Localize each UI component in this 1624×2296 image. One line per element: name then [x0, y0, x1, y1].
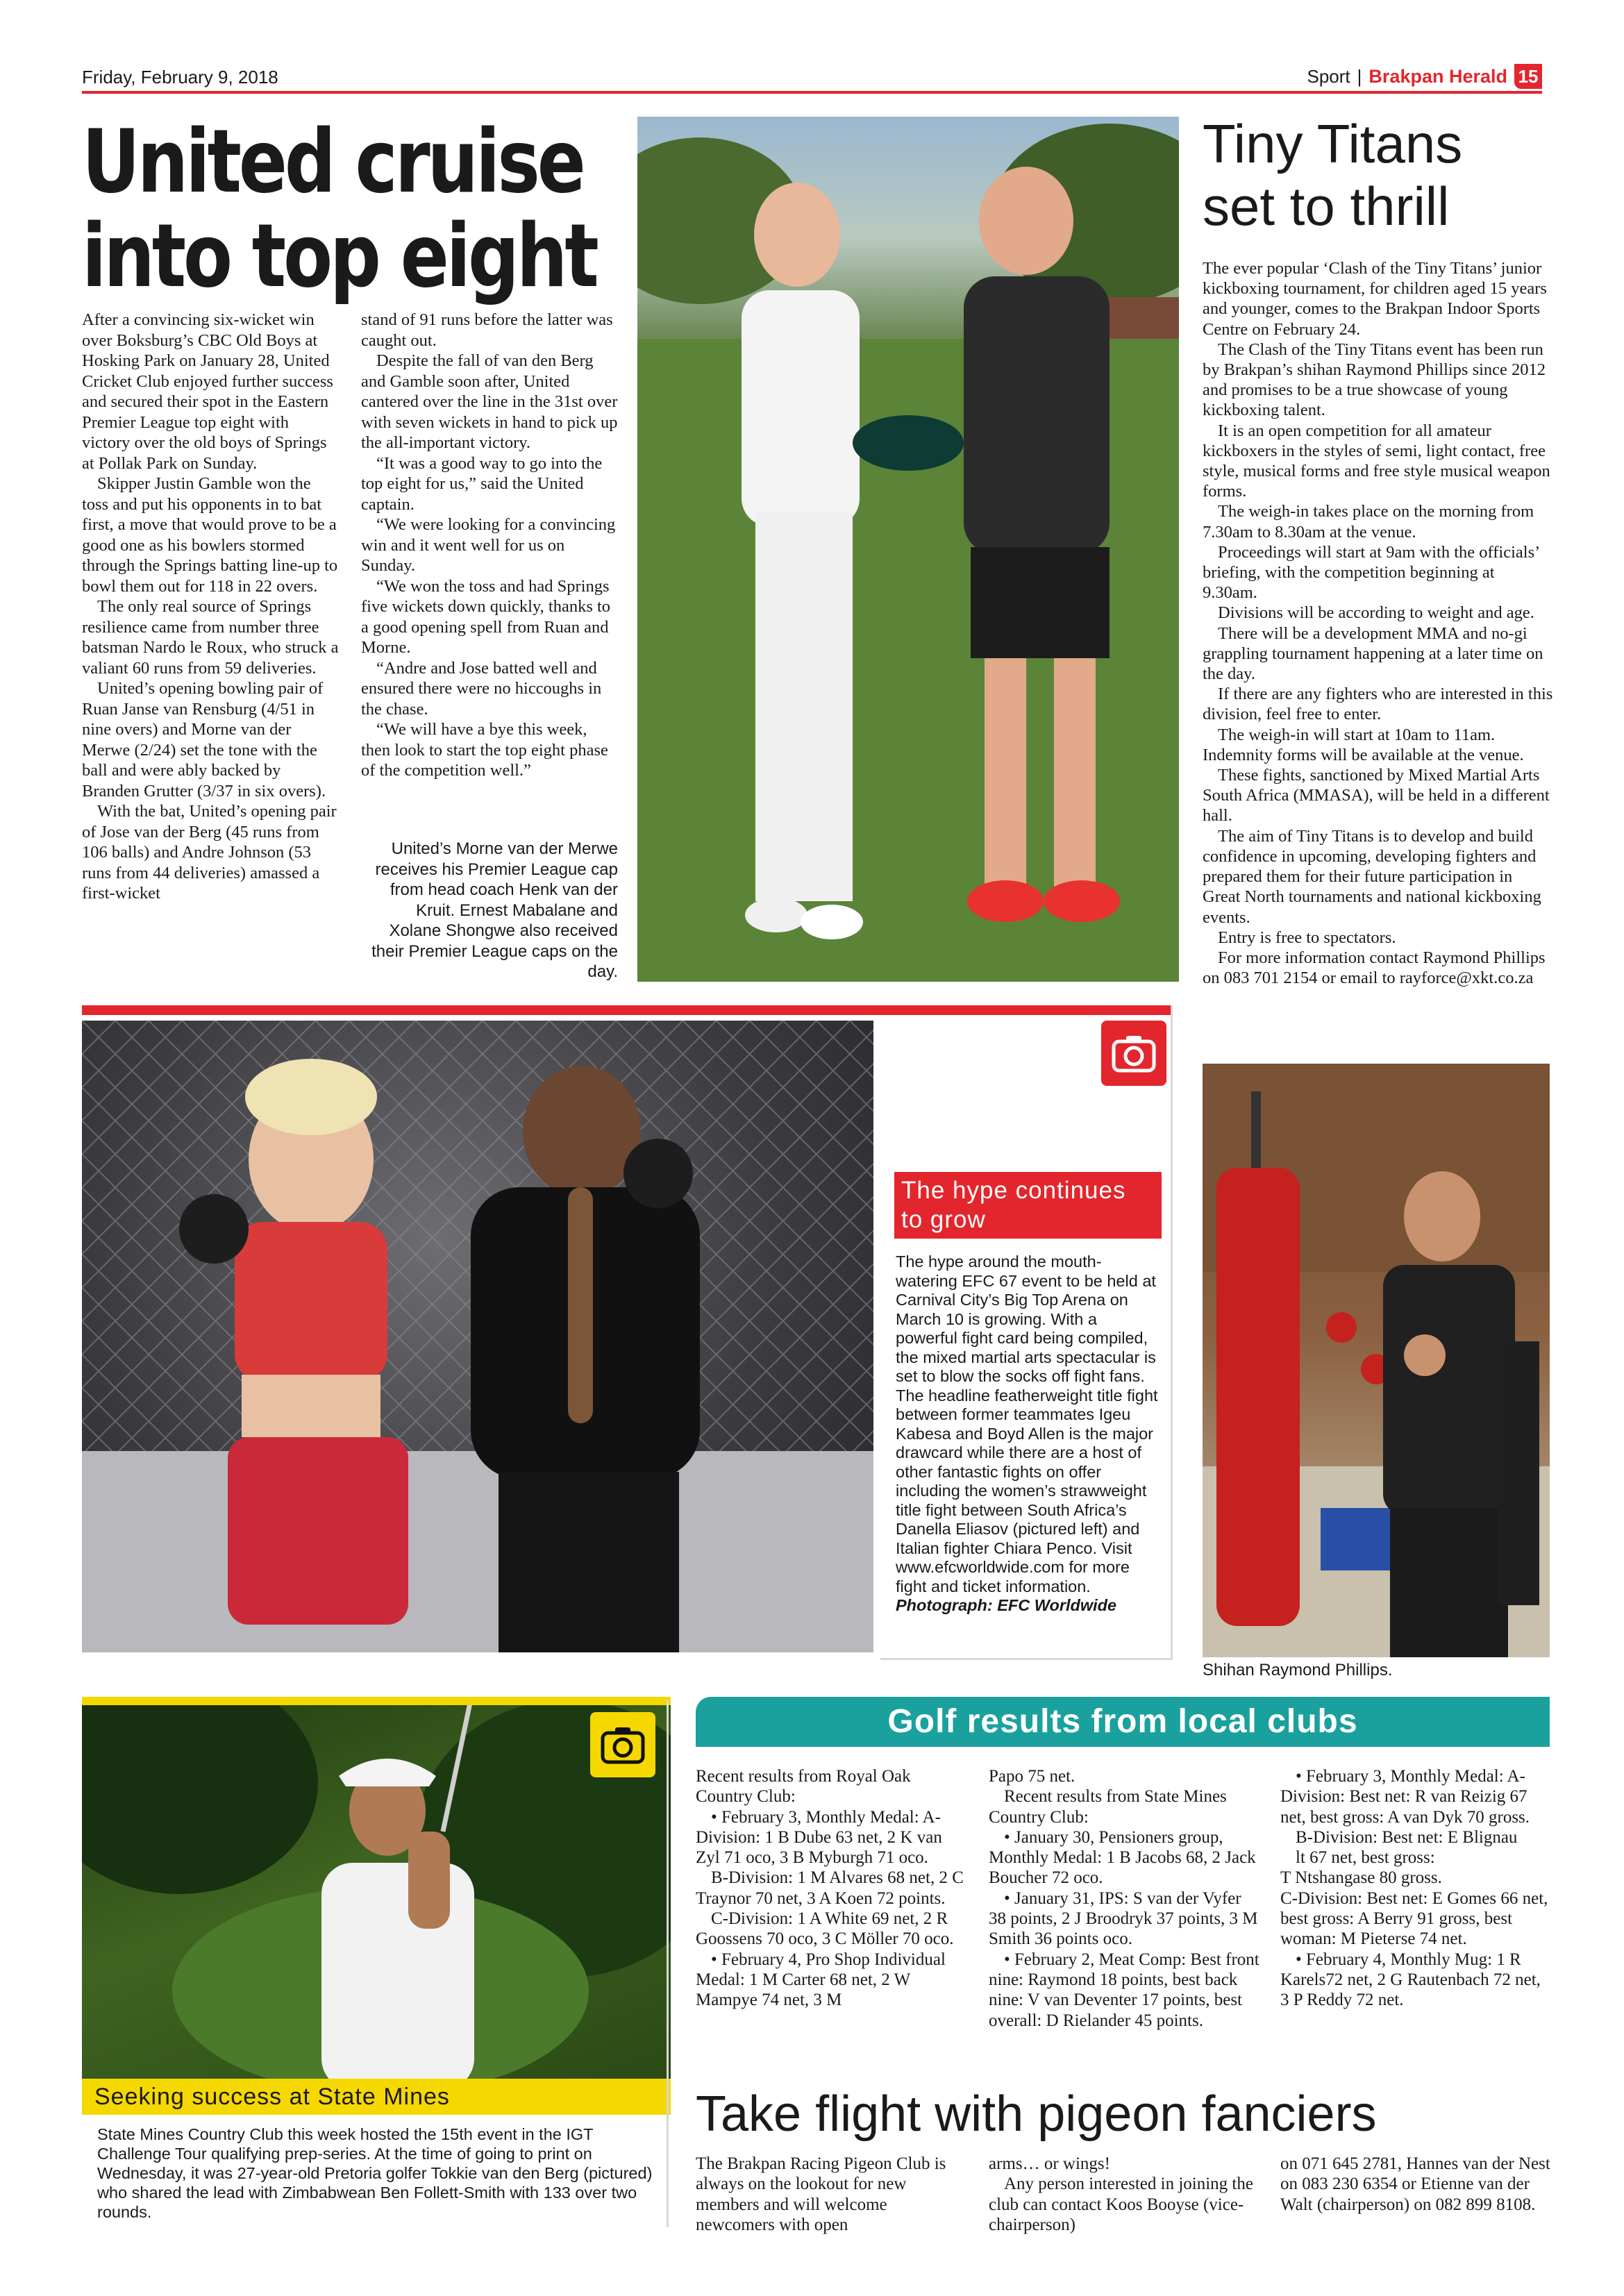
masthead-right: [1307, 64, 1543, 89]
paragraph: The only real source of Springs resilience came from number three batsman Nardo le Roux, who struck a valiant 60 runs from 59 deliveries.: [82, 597, 339, 678]
paragraph: The Brakpan Racing Pigeon Club is always on the lookout for new members and will welcome newcomers with open: [696, 2154, 946, 2234]
paragraph: • January 30, Pensioners group, Monthly Medal: 1 B Jacobs 68, 2 Jack Boucher 72 oco.: [989, 1827, 1256, 1888]
section-name: Sport: [1307, 65, 1350, 87]
paragraph: stand of 91 runs before the latter was caught out.: [361, 310, 613, 350]
paragraph: on 071 645 2781, Hannes van der Nest on 083 230 6354 or Etienne van der Walt (chairperson) on 082 899 8108.: [1280, 2154, 1550, 2214]
separator: |: [1357, 65, 1362, 87]
photo-credit: Photograph: EFC Worldwide: [896, 1596, 1117, 1614]
camera-icon: [1101, 1021, 1166, 1086]
cricket-photo: [637, 117, 1179, 982]
paragraph: The weigh-in will start at 10am to 11am. Indemnity forms will be available at the venue.: [1203, 725, 1524, 764]
paragraph: • February 3, Monthly Medal: A-Division: Best net: R van Reizig 67 net, best gross: A van Dyk 70 gross.: [1280, 1767, 1530, 1827]
paragraph: “It was a good way to go into the top eight for us,” said the United captain.: [361, 453, 603, 514]
cricket-photo-caption: United’s Morne van der Merwe receives his Premier League cap from head coach Henk van der Kruit. Ernest Mabalane and Xolane Shongwe also received their Premier League caps on the day.: [371, 839, 618, 981]
paragraph: There will be a development MMA and no-gi grappling tournament happening at a later time on the day.: [1203, 623, 1543, 684]
paragraph: With the bat, United’s opening pair of Jose van der Berg (45 runs from 106 balls) and Andre Johnson (53 runs from 44 deliveries) amassed a first-wicket: [82, 802, 337, 903]
paragraph: arms… or wings!: [989, 2154, 1110, 2173]
cricket-headline: United cruise into top eight: [82, 110, 596, 307]
brand-name: Brakpan Herald: [1368, 65, 1507, 87]
paragraph: • January 31, IPS: S van der Vyfer 38 points, 2 J Broodryk 37 points, 3 M Smith 36 points oco.: [989, 1888, 1258, 1949]
paragraph: C-Division: 1 A White 69 net, 2 R Goossens 70 oco, 3 C Möller 70 oco.: [696, 1909, 954, 1949]
golf-results-banner: Golf results from local clubs: [696, 1697, 1550, 1747]
paragraph: Despite the fall of van den Berg and Gamble soon after, United cantered over the line in the 31st over with seven wickets in hand to pick up the all-important victory.: [361, 351, 618, 452]
golf-photo-text: State Mines Country Club this week hosted the 15th event in the IGT Challenge Tour qualifying prep-series. At the time of going to print on Wednesday, it was 27-year-old Pretoria golfer Tokkie van den Berg (pictured) who shared the lead with Zimbabwean Ben Follett-Smith with 133 over two rounds.: [97, 2125, 653, 2221]
paragraph: For more information contact Raymond Phillips on 083 701 2154 or email to rayforce@xkt.co.za: [1203, 948, 1546, 988]
golf-photo: [82, 1700, 671, 2090]
page-number: 15: [1514, 64, 1542, 89]
karate-photo-caption: Shihan Raymond Phillips.: [1203, 1661, 1393, 1679]
golf-results-column-3: [1280, 1766, 1551, 2011]
paragraph: B-Division: 1 M Alvares 68 net, 2 C Traynor 70 net, 3 A Koen 72 points.: [696, 1868, 964, 1908]
tiny-titans-column: [1203, 258, 1553, 988]
camera-icon: [590, 1712, 655, 1777]
paragraph: “Andre and Jose batted well and ensured there were no hiccoughs in the chase.: [361, 658, 602, 719]
paragraph: Recent results from Royal Oak Country Club:: [696, 1767, 911, 1807]
header-rule: [82, 91, 1542, 94]
paragraph: lt 67 net, best gross:: [1296, 1848, 1435, 1868]
karate-photo: [1203, 1064, 1550, 1657]
mma-photo: [82, 1021, 873, 1652]
paragraph: “We won the toss and had Springs five wickets down quickly, thanks to a good opening spell from Ruan and Morne.: [361, 576, 611, 657]
paragraph: “We will have a bye this week, then look to start the top eight phase of the competition well.”: [361, 720, 608, 780]
paragraph: • February 3, Monthly Medal: A-Division: 1 B Dube 63 net, 2 K van Zyl 71 oco, 3 B Myburgh 71 oco.: [696, 1807, 942, 1868]
paragraph: Papo 75 net.: [989, 1767, 1075, 1786]
pigeon-headline: Take flight with pigeon fanciers: [696, 2086, 1377, 2142]
issue-date: Friday, February 9, 2018: [82, 67, 278, 87]
golf-photo-top-bar: [82, 1697, 671, 1705]
golf-results-column-1: [696, 1766, 968, 2011]
paragraph: • February 4, Monthly Mug: 1 R Karels72 net, 2 G Rautenbach 72 net, 3 P Reddy 72 net.: [1280, 1950, 1541, 2010]
paragraph: Entry is free to spectators.: [1218, 928, 1396, 947]
paragraph: • February 4, Pro Shop Individual Medal: 1 M Carter 68 net, 2 W Mampye 74 net, 3 M: [696, 1950, 946, 2010]
paragraph: These fights, sanctioned by Mixed Martial Arts South Africa (MMASA), will be held in a different hall.: [1203, 766, 1550, 826]
paragraph: Any person interested in joining the club can contact Koos Booyse (vice-chairperson): [989, 2175, 1253, 2234]
paragraph: It is an open competition for all amateur kickboxers in the styles of semi, light contact, free style, musical forms and free style musical weapon forms.: [1203, 421, 1550, 501]
divider: [667, 1700, 669, 2227]
paragraph: B-Division: Best net: E Blignau: [1296, 1827, 1518, 1847]
paragraph: The Clash of the Tiny Titans event has been run by Brakpan’s shihan Raymond Phillips since 2012 and promises to be a true showcase of young kickboxing talent.: [1203, 340, 1546, 420]
golf-photo-label: Seeking success at State Mines: [82, 2079, 671, 2115]
tiny-titans-headline: Tiny Titans set to thrill: [1203, 113, 1463, 237]
paragraph: The ever popular ‘Clash of the Tiny Titans’ junior kickboxing tournament, for children aged 15 years and younger, comes to the Brakpan Indoor Sports Centre on February 24.: [1203, 259, 1547, 339]
mma-text: The hype around the mouth-watering EFC 67 event to be held at Carnival City’s Big Top Arena on March 10 is growing. With a powerful fight card being compiled, the mixed martial arts spectacular is set to blow the socks off fight fans. The headline featherweight title fight between former teammates Igeu Kabesa and Boyd Allen is the major drawcard while there are a host of other fantastic fights on offer including the women’s strawweight title fight between South Africa’s Danella Eliasov (pictured left) and Italian fighter Chiara Penco. Visit www.efcworldwide.com for more fight and ticket information. Photograph: EFC Worldwide: [896, 1252, 1158, 1614]
paragraph: Divisions will be according to weight and age.: [1218, 603, 1534, 623]
paragraph: • February 2, Meat Comp: Best front nine: Raymond 18 points, best back nine: V van Deventer 17 points, best overall: D Rielander 45 points.: [989, 1950, 1259, 2030]
paragraph: The weigh-in takes place on the morning from 7.30am to 8.30am at the venue.: [1203, 502, 1534, 542]
paragraph: C-Division: Best net: E Gomes 66 net, best gross: A Berry 91 gross, best woman: M Pieterse 74 net.: [1280, 1888, 1548, 1949]
paragraph: Recent results from State Mines Country Club:: [989, 1787, 1227, 1827]
paragraph: If there are any fighters who are interested in this division, feel free to enter.: [1203, 685, 1553, 724]
paragraph: United’s opening bowling pair of Ruan Janse van Rensburg (4/51 in nine overs) and Morne van der Merwe (2/24) set the tone with the ball and were ably backed by Branden Grutter (3/37 in six overs).: [82, 679, 326, 801]
paragraph: The aim of Tiny Titans is to develop and build confidence in upcoming, developing fighters and prepared them for their future participation in Great North tournaments and national kickboxing events.: [1203, 826, 1541, 927]
pigeon-column-2: [989, 2154, 1261, 2235]
paragraph: T Ntshangase 80 gross.: [1280, 1868, 1442, 1888]
paragraph: After a convincing six-wicket win over Boksburg’s CBC Old Boys at Hosking Park on January 28, United Cricket Club enjoyed further success and secured their spot in the Eastern Premier League top eight with victory over the old boys of Springs at Pollak Park on Sunday.: [82, 310, 333, 473]
paragraph: Proceedings will start at 9am with the officials’ briefing, with the competition beginning at 9.30am.: [1203, 542, 1539, 603]
cricket-column-1: [82, 310, 339, 904]
cricket-column-2: [361, 310, 618, 781]
mma-label: The hype continues to grow: [894, 1172, 1162, 1239]
pigeon-column-3: [1280, 2154, 1551, 2215]
pigeon-column-1: [696, 2154, 966, 2235]
golf-results-column-2: [989, 1766, 1261, 2031]
paragraph: “We were looking for a convincing win and it went well for us on Sunday.: [361, 515, 616, 575]
paragraph: Skipper Justin Gamble won the toss and put his opponents in to bat first, a move that would prove to be a good one as his bowlers stormed through the Springs batting line-up to bowl them out for 118 in 22 overs.: [82, 474, 338, 596]
